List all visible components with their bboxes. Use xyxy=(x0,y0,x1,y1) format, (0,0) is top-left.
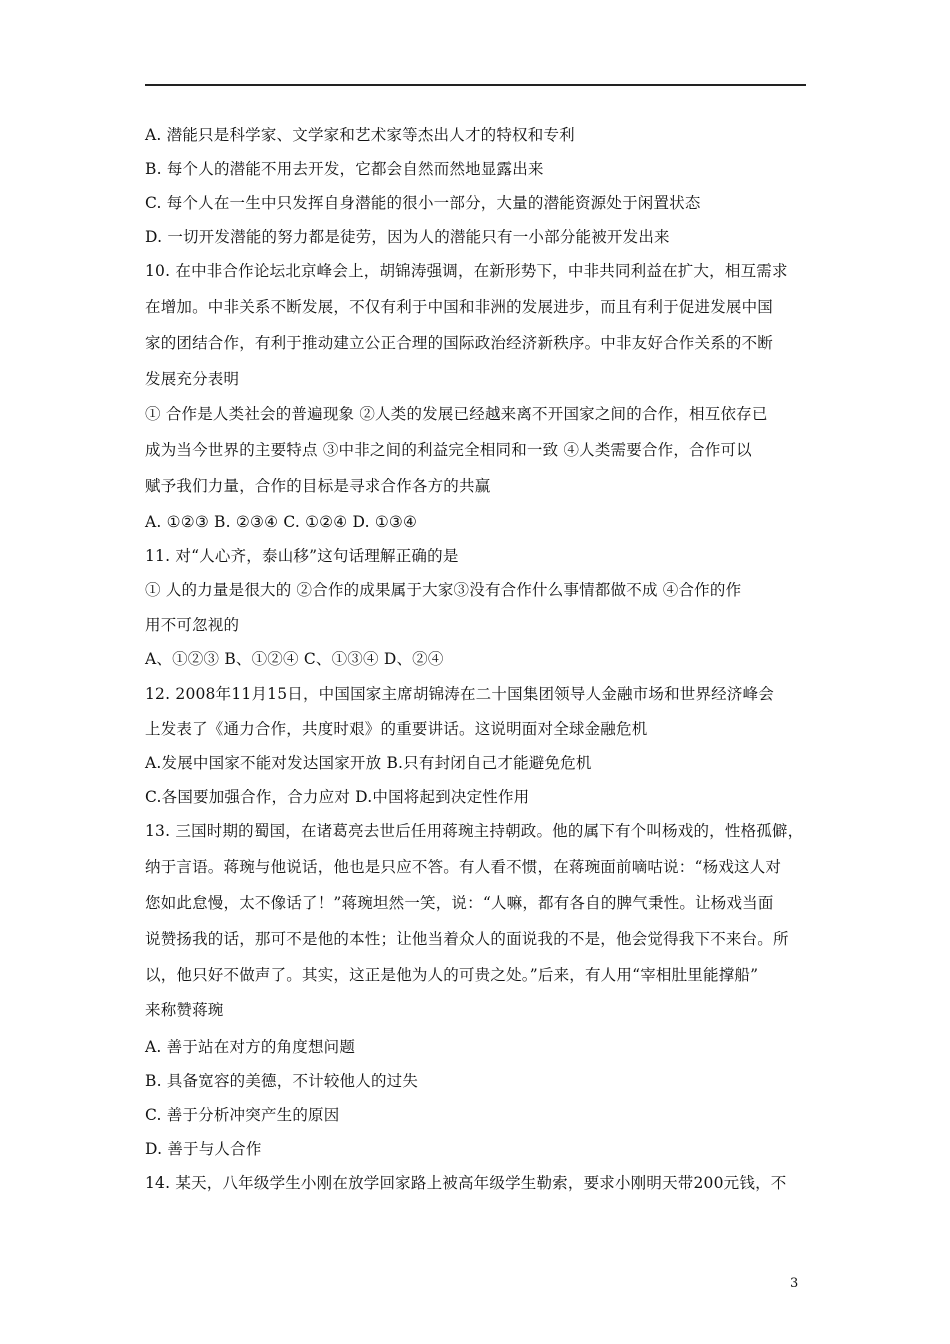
text-line: D. 善于与人合作 xyxy=(145,1140,262,1158)
text-line: A.发展中国家不能对发达国家开放 B.只有封闭自己才能避免危机 xyxy=(145,754,592,772)
text-line: C.各国要加强合作，合力应对 D.中国将起到决定性作用 xyxy=(145,788,530,806)
text-line: 纳于言语。蒋琬与他说话，他也是只应不答。有人看不惯，在蒋琬面前嘀咕说：“杨戏这人对 xyxy=(145,858,782,876)
text-line: 发展充分表明 xyxy=(145,370,240,388)
text-line: 上发表了《通力合作，共度时艰》的重要讲话。这说明面对全球金融危机 xyxy=(145,720,648,738)
text-line: B. 每个人的潜能不用去开发，它都会自然而然地显露出来 xyxy=(145,160,544,178)
text-line: 10. 在中非合作论坛北京峰会上，胡锦涛强调，在新形势下，中非共同利益在扩大，相互需求 xyxy=(145,262,788,280)
text-line: 来称赞蒋琬 xyxy=(145,1001,224,1019)
text-line: 11. 对“人心齐，泰山移”这句话理解正确的是 xyxy=(145,547,459,565)
text-line: B. 具备宽容的美德，不计较他人的过失 xyxy=(145,1072,419,1090)
text-line: A、①②③ B、①②④ C、①③④ D、②④ xyxy=(145,650,444,668)
text-line: C. 每个人在一生中只发挥自身潜能的很小一部分，大量的潜能资源处于闲置状态 xyxy=(145,194,701,212)
text-line: A. ①②③ B. ②③④ C. ①②④ D. ①③④ xyxy=(145,513,418,531)
page-number: 3 xyxy=(790,1276,799,1291)
text-line: C. 善于分析冲突产生的原因 xyxy=(145,1106,340,1124)
text-line: 用不可忽视的 xyxy=(145,616,240,634)
text-line: 成为当今世界的主要特点 ③中非之间的利益完全相同和一致 ④人类需要合作，合作可以 xyxy=(145,441,752,459)
text-line: ① 合作是人类社会的普遍现象 ②人类的发展已经越来离不开国家之间的合作，相互依存已 xyxy=(145,405,768,423)
text-line: 说赞扬我的话，那可不是他的本性；让他当着众人的面说我的不是，他会觉得我下不来台。所 xyxy=(145,930,789,948)
text-line: A. 潜能只是科学家、文学家和艺术家等杰出人才的特权和专利 xyxy=(145,126,575,144)
text-line: 家的团结合作，有利于推动建立公正合理的国际政治经济新秩序。中非友好合作关系的不断 xyxy=(145,334,774,352)
text-line: 您如此怠慢，太不像话了！”蒋琬坦然一笑，说：“人嘛，都有各自的脾气秉性。让杨戏当面 xyxy=(145,894,774,912)
header-rule xyxy=(145,84,806,86)
text-line: A. 善于站在对方的角度想问题 xyxy=(145,1038,356,1056)
text-line: 以，他只好不做声了。其实，这正是他为人的可贵之处。”后来，有人用“宰相肚里能撑船” xyxy=(145,966,759,984)
text-line: ① 人的力量是很大的 ②合作的成果属于大家③没有合作什么事情都做不成 ④合作的作 xyxy=(145,581,742,599)
text-line: 12. 2008年11月15日，中国国家主席胡锦涛在二十国集团领导人金融市场和世界经济峰会 xyxy=(145,685,774,703)
text-line: 13. 三国时期的蜀国，在诸葛亮去世后任用蒋琬主持朝政。他的属下有个叫杨戏的，性格孤僻， xyxy=(145,822,804,840)
text-line: D. 一切开发潜能的努力都是徒劳，因为人的潜能只有一小部分能被开发出来 xyxy=(145,228,670,246)
text-line: 赋予我们力量，合作的目标是寻求合作各方的共赢 xyxy=(145,477,491,495)
text-line: 14. 某天，八年级学生小刚在放学回家路上被高年级学生勒索，要求小刚明天带200元钱，不 xyxy=(145,1174,787,1192)
text-line: 在增加。中非关系不断发展，不仅有利于中国和非洲的发展进步，而且有利于促进发展中国 xyxy=(145,298,774,316)
